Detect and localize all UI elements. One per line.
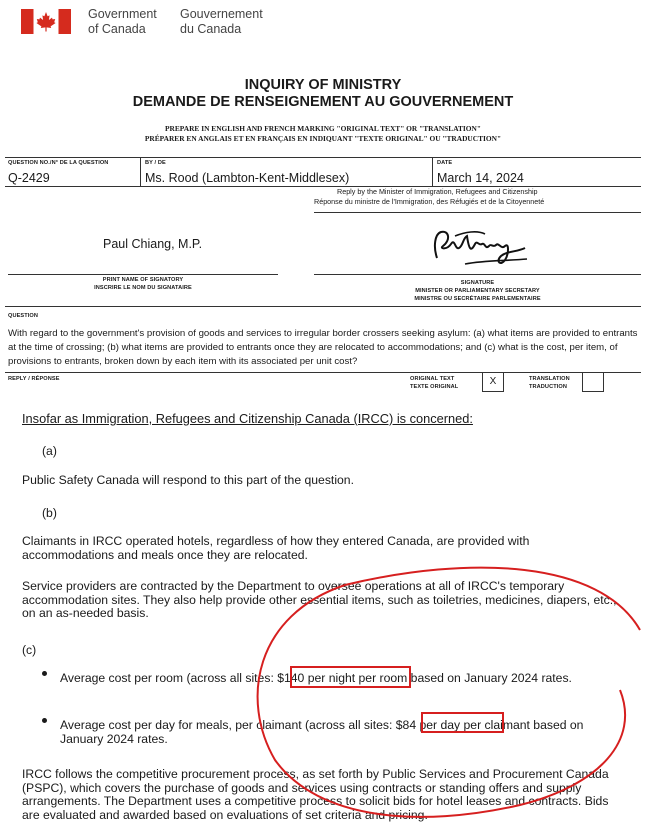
gov-fr-line1: Gouvernement (180, 7, 263, 21)
original-text-label-en: ORIGINAL TEXT (410, 376, 455, 382)
part-a-text: Public Safety Canada will respond to this part of the question. (22, 473, 354, 487)
question-label: QUESTION (8, 313, 39, 319)
signature-label: SIGNATURE (460, 280, 495, 286)
print-name-label-en: PRINT NAME OF SIGNATORY (102, 277, 184, 283)
meal-cost-highlight: : $84 per day (388, 718, 461, 732)
form-title-fr: DEMANDE DE RENSEIGNEMENT AU GOUVERNEMENT (132, 94, 514, 110)
date-label: DATE (437, 160, 453, 166)
gov-en-line1: Government (88, 7, 157, 21)
part-a-label: (a) (42, 444, 57, 458)
reply-intro: Insofar as Immigration, Refugees and Citizenship Canada (IRCC) is concerned: (22, 411, 473, 426)
translation-label-en: TRANSLATION (529, 376, 570, 382)
instruction-en: PREPARE IN ENGLISH AND FRENCH MARKING "ORIGINAL TEXT" OR "TRANSLATION" (165, 124, 481, 133)
print-name-label-fr: INSCRIRE LE NOM DU SIGNATAIRE (94, 285, 192, 291)
bullet-meal-pre: Average cost per day for meals, per claimant (across all sites (60, 718, 389, 732)
gov-en-line2: of Canada (88, 22, 146, 36)
question-no-label: QUESTION NO./N° DE LA QUESTION (8, 160, 109, 166)
part-c-label: (c) (22, 643, 37, 657)
room-cost-highlight: : $140 per night per (270, 671, 377, 685)
reply-by-fr: Réponse du ministre de l'Immigration, des Réfugiés et de la Citoyenneté (314, 197, 545, 206)
bullet-meal-post: per claimant based on January 2024 rates. (60, 718, 584, 746)
original-text-mark: X (489, 376, 497, 387)
question-date: March 14, 2024 (437, 171, 524, 185)
part-b-text-1: Claimants in IRCC operated hotels, regardless of how they entered Canada, are provided with accommodations and meals once they are relocated. (22, 534, 530, 562)
gov-fr-line2: du Canada (180, 22, 242, 36)
question-text: With regard to the government's provision of goods and services to irregular border crossers seeking asylum: (a) what items are provided to entrants at the time of crossing; (b) what items are provided to entrants once they are relocated to accommodations; and (c) what is the cost, per item, of provisions to entrants, broken down by each item with its associated per unit cost? (8, 328, 638, 367)
reply-by-en: Reply by the Minister of Immigration, Refugees and Citizenship (337, 187, 538, 196)
form-title-en: INQUIRY OF MINISTRY (244, 77, 402, 93)
signatory-name: Paul Chiang, M.P. (103, 237, 203, 251)
signature-role-fr: MINISTRE OU SECRÉTAIRE PARLEMENTAIRE (414, 296, 541, 302)
original-text-label-fr: TEXTE ORIGINAL (410, 384, 459, 390)
closing-paragraph: IRCC follows the competitive procurement process, as set forth by Public Services and Procurement Canada (PSPC), which covers the purchase of goods and services using contracts or standing offers and supply arrangements. The Department uses a competitive process to solicit bids for hotel leases and contracts. Bids are evaluated and awarded based on evaluations of set criteria and pricing. (22, 767, 609, 822)
translation-label-fr: TRADUCTION (529, 384, 567, 390)
asked-by: Ms. Rood (Lambton-Kent-Middlesex) (145, 171, 350, 185)
part-b-label: (b) (42, 506, 57, 520)
part-b-text-2: Service providers are contracted by the Department to oversee operations at all of IRCC's temporary accommodation sites. They also help provide other essential items, such as toiletries, medicines, diapers, etc., on an as-needed basis. (22, 579, 617, 620)
bullet-room-post: room based on January 2024 rates. (376, 671, 572, 685)
by-label: BY / DE (145, 160, 166, 166)
signature-role-en: MINISTER OR PARLIAMENTARY SECRETARY (415, 288, 540, 294)
bullet-room-pre: Average cost per room (across all sites (60, 671, 271, 685)
question-number: Q-2429 (8, 171, 50, 185)
instruction-fr: PRÉPARER EN ANGLAIS ET EN FRANÇAIS EN INDIQUANT "TEXTE ORIGINAL" OU "TRADUCTION" (144, 134, 502, 143)
reply-label: REPLY / RÉPONSE (8, 376, 60, 382)
